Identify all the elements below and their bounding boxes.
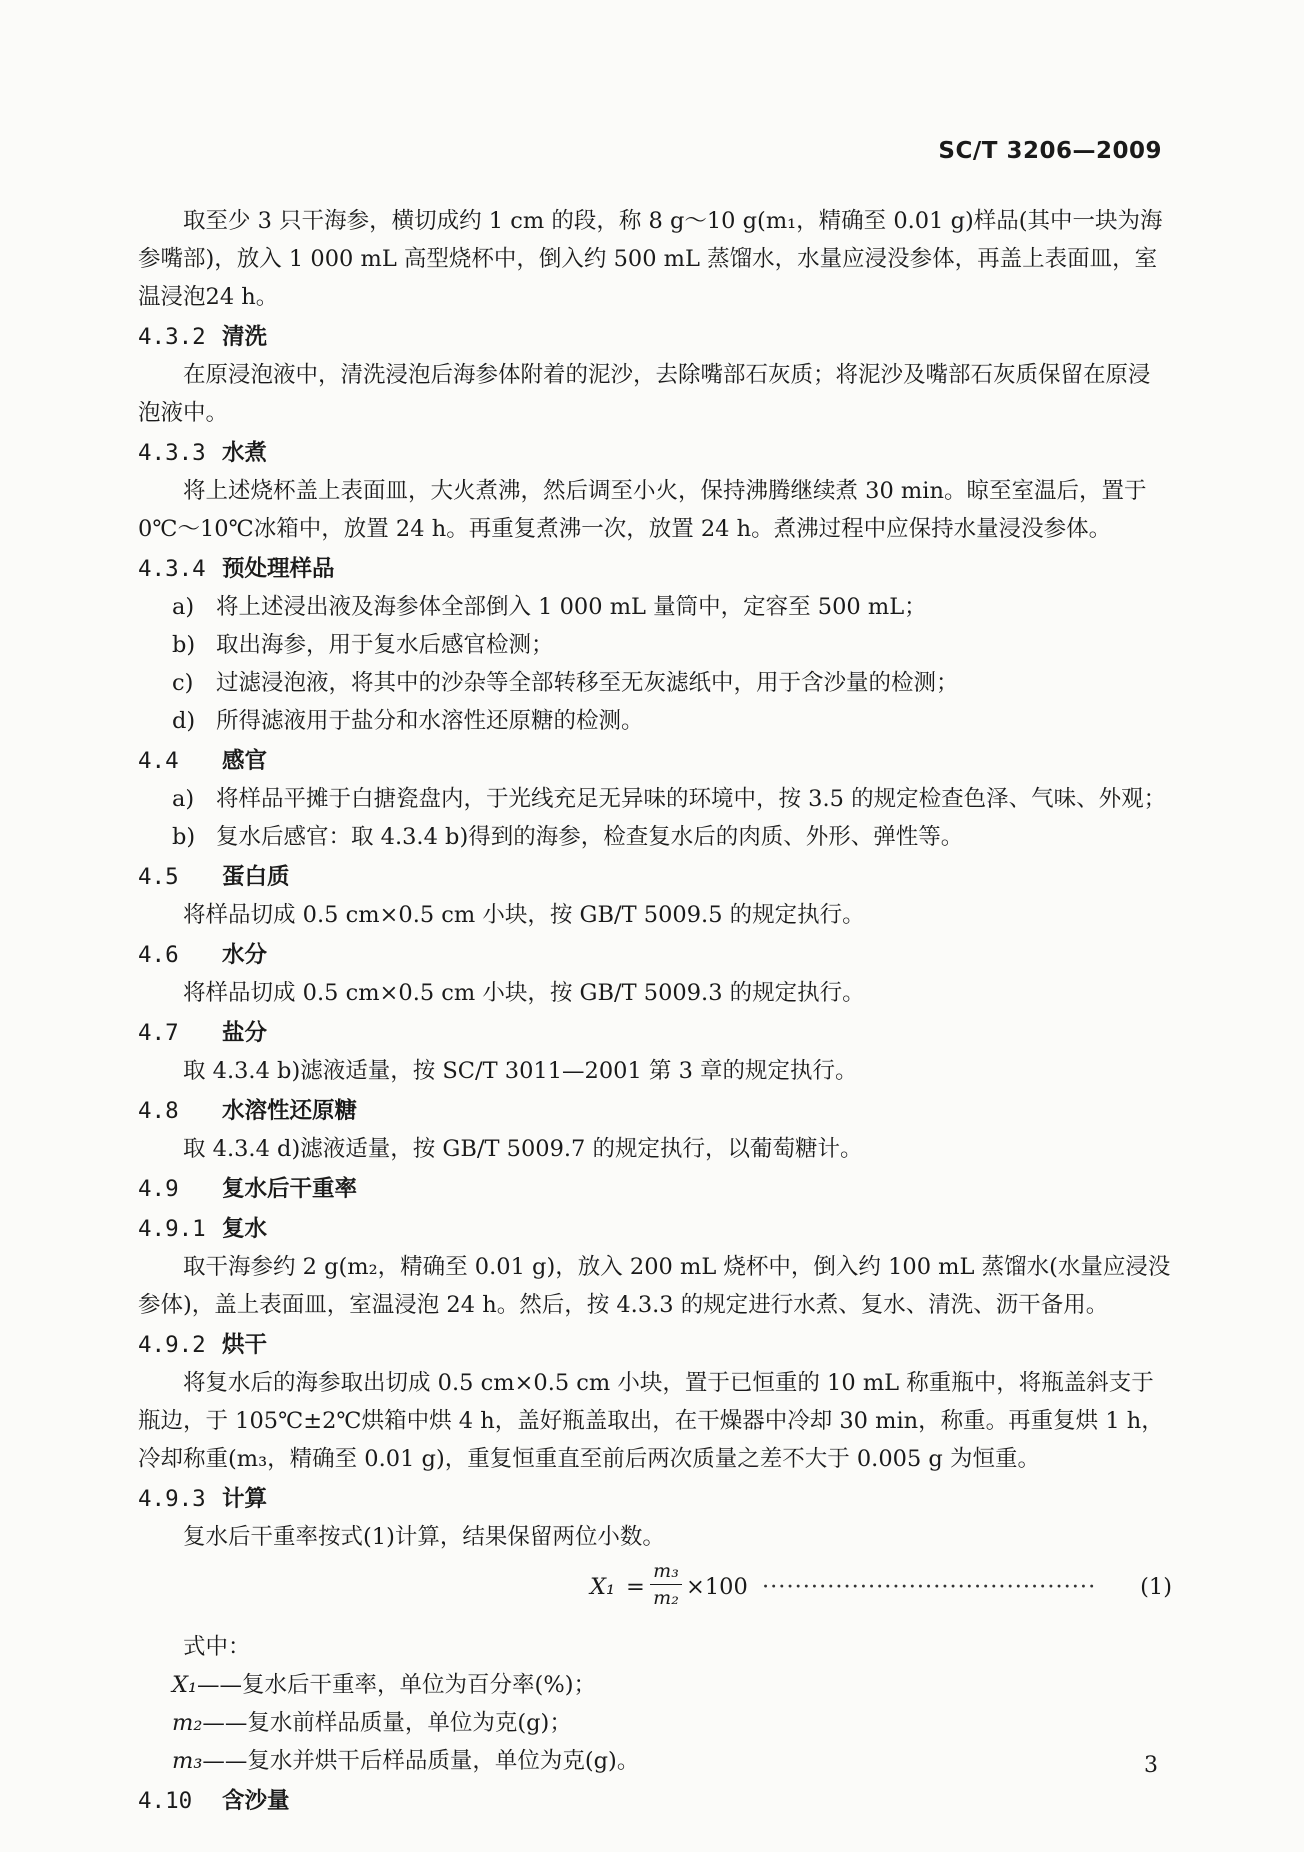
formula-leader-dots: ········································· bbox=[762, 1574, 1097, 1600]
heading-4-3-2: 4.3.2 清洗 bbox=[138, 324, 268, 350]
section-4-9-1-body: 取干海参约 2 g(m₂，精确至 0.01 g)，放入 200 mL 烧杯中，倒入约 100 mL 蒸馏水(水量应浸没参体)，盖上表面皿，室温浸泡 24 h。然后，按 4.3.3 的规定进行水煮、复水、清洗、沥干备用。 bbox=[138, 1254, 1171, 1318]
section-4-8-body: 取 4.3.4 d)滤液适量，按 GB/T 5009.7 的规定执行，以葡萄糖计。 bbox=[183, 1136, 863, 1162]
section-4-3-3-body: 将上述烧杯盖上表面皿，大火煮沸，然后调至小火，保持沸腾继续煮 30 min。晾至室温后，置于0℃～10℃冰箱中，放置 24 h。再重复煮沸一次，放置 24 h。煮沸过程中应保持水量浸没参体。 bbox=[138, 478, 1147, 542]
formula-number: (1) bbox=[1140, 1574, 1172, 1600]
formula-fraction bbox=[650, 1558, 682, 1611]
legend-item: m₃——复水并烘干后样品质量，单位为克(g)。 bbox=[172, 1748, 640, 1774]
list-item: a) 将上述浸出液及海参体全部倒入 1 000 mL 量筒中，定容至 500 mL； bbox=[172, 594, 927, 620]
heading-4-9: 4.9 复水后干重率 bbox=[138, 1176, 358, 1202]
heading-4-3-4: 4.3.4 预处理样品 bbox=[138, 556, 335, 582]
section-4-5-body: 将样品切成 0.5 cm×0.5 cm 小块，按 GB/T 5009.5 的规定执行。 bbox=[183, 902, 865, 928]
page-number: 3 bbox=[1144, 1753, 1158, 1778]
document-body bbox=[138, 202, 1172, 1820]
section-4-3-1-body: 取至少 3 只干海参，横切成约 1 cm 的段，称 8 g～10 g(m₁，精确至 0.01 g)样品(其中一块为海参嘴部)，放入 1 000 mL 高型烧杯中，倒入约 500 mL 蒸馏水，水量应浸没参体，再盖上表面皿，室温浸泡24 h。 bbox=[138, 208, 1163, 310]
standard-number: SC/T 3206—2009 bbox=[938, 138, 1162, 164]
heading-4-8: 4.8 水溶性还原糖 bbox=[138, 1098, 358, 1124]
list-item: c) 过滤浸泡液，将其中的沙杂等全部转移至无灰滤纸中，用于含沙量的检测； bbox=[172, 670, 959, 696]
section-4-9-3-body: 复水后干重率按式(1)计算，结果保留两位小数。 bbox=[183, 1524, 665, 1550]
section-4-7-body: 取 4.3.4 b)滤液适量，按 SC/T 3011—2001 第 3 章的规定执行。 bbox=[183, 1058, 858, 1084]
heading-4-10: 4.10 含沙量 bbox=[138, 1788, 290, 1814]
section-4-6-body: 将样品切成 0.5 cm×0.5 cm 小块，按 GB/T 5009.3 的规定执行。 bbox=[183, 980, 865, 1006]
legend-intro: 式中： bbox=[183, 1634, 251, 1660]
formula-equals: = bbox=[626, 1574, 645, 1600]
formula-rhs: ×100 bbox=[686, 1574, 748, 1600]
legend-item: m₂——复水前样品质量，单位为克(g)； bbox=[172, 1710, 572, 1736]
formula-denominator: m₂ bbox=[653, 1587, 679, 1609]
heading-4-9-2: 4.9.2 烘干 bbox=[138, 1332, 268, 1358]
list-item: b) 取出海参，用于复水后感官检测； bbox=[172, 632, 554, 658]
list-item: b) 复水后感官：取 4.3.4 b)得到的海参，检查复水后的肉质、外形、弹性等。 bbox=[172, 824, 964, 850]
legend-item: X₁——复水后干重率，单位为百分率(%)； bbox=[172, 1672, 596, 1698]
section-4-3-2-body: 在原浸泡液中，清洗浸泡后海参体附着的泥沙，去除嘴部石灰质；将泥沙及嘴部石灰质保留在原浸泡液中。 bbox=[138, 362, 1151, 426]
heading-4-7: 4.7 盐分 bbox=[138, 1020, 268, 1046]
heading-4-9-1: 4.9.1 复水 bbox=[138, 1216, 268, 1242]
heading-4-3-3: 4.3.3 水煮 bbox=[138, 440, 268, 466]
heading-4-6: 4.6 水分 bbox=[138, 942, 268, 968]
list-item: d) 所得滤液用于盐分和水溶性还原糖的检测。 bbox=[172, 708, 644, 734]
section-4-9-2-body: 将复水后的海参取出切成 0.5 cm×0.5 cm 小块，置于已恒重的 10 mL 称重瓶中，将瓶盖斜支于瓶边，于 105℃±2℃烘箱中烘 4 h，盖好瓶盖取出，在干燥器中冷却 30 min，称重。再重复烘 1 h，冷却称重(m₃，精确至 0.01 g)，重复恒重直至前后两次质量之差不大于 0.005 g 为恒重。 bbox=[138, 1370, 1164, 1472]
formula-numerator: m₃ bbox=[653, 1560, 679, 1582]
formula-lhs: X₁ bbox=[590, 1574, 616, 1600]
heading-4-4: 4.4 感官 bbox=[138, 748, 268, 774]
heading-4-5: 4.5 蛋白质 bbox=[138, 864, 290, 890]
heading-4-9-3: 4.9.3 计算 bbox=[138, 1486, 268, 1512]
list-item: a) 将样品平摊于白搪瓷盘内，于光线充足无异味的环境中，按 3.5 的规定检查色泽、气味、外观； bbox=[172, 786, 1167, 812]
formula-1 bbox=[138, 1558, 1172, 1622]
